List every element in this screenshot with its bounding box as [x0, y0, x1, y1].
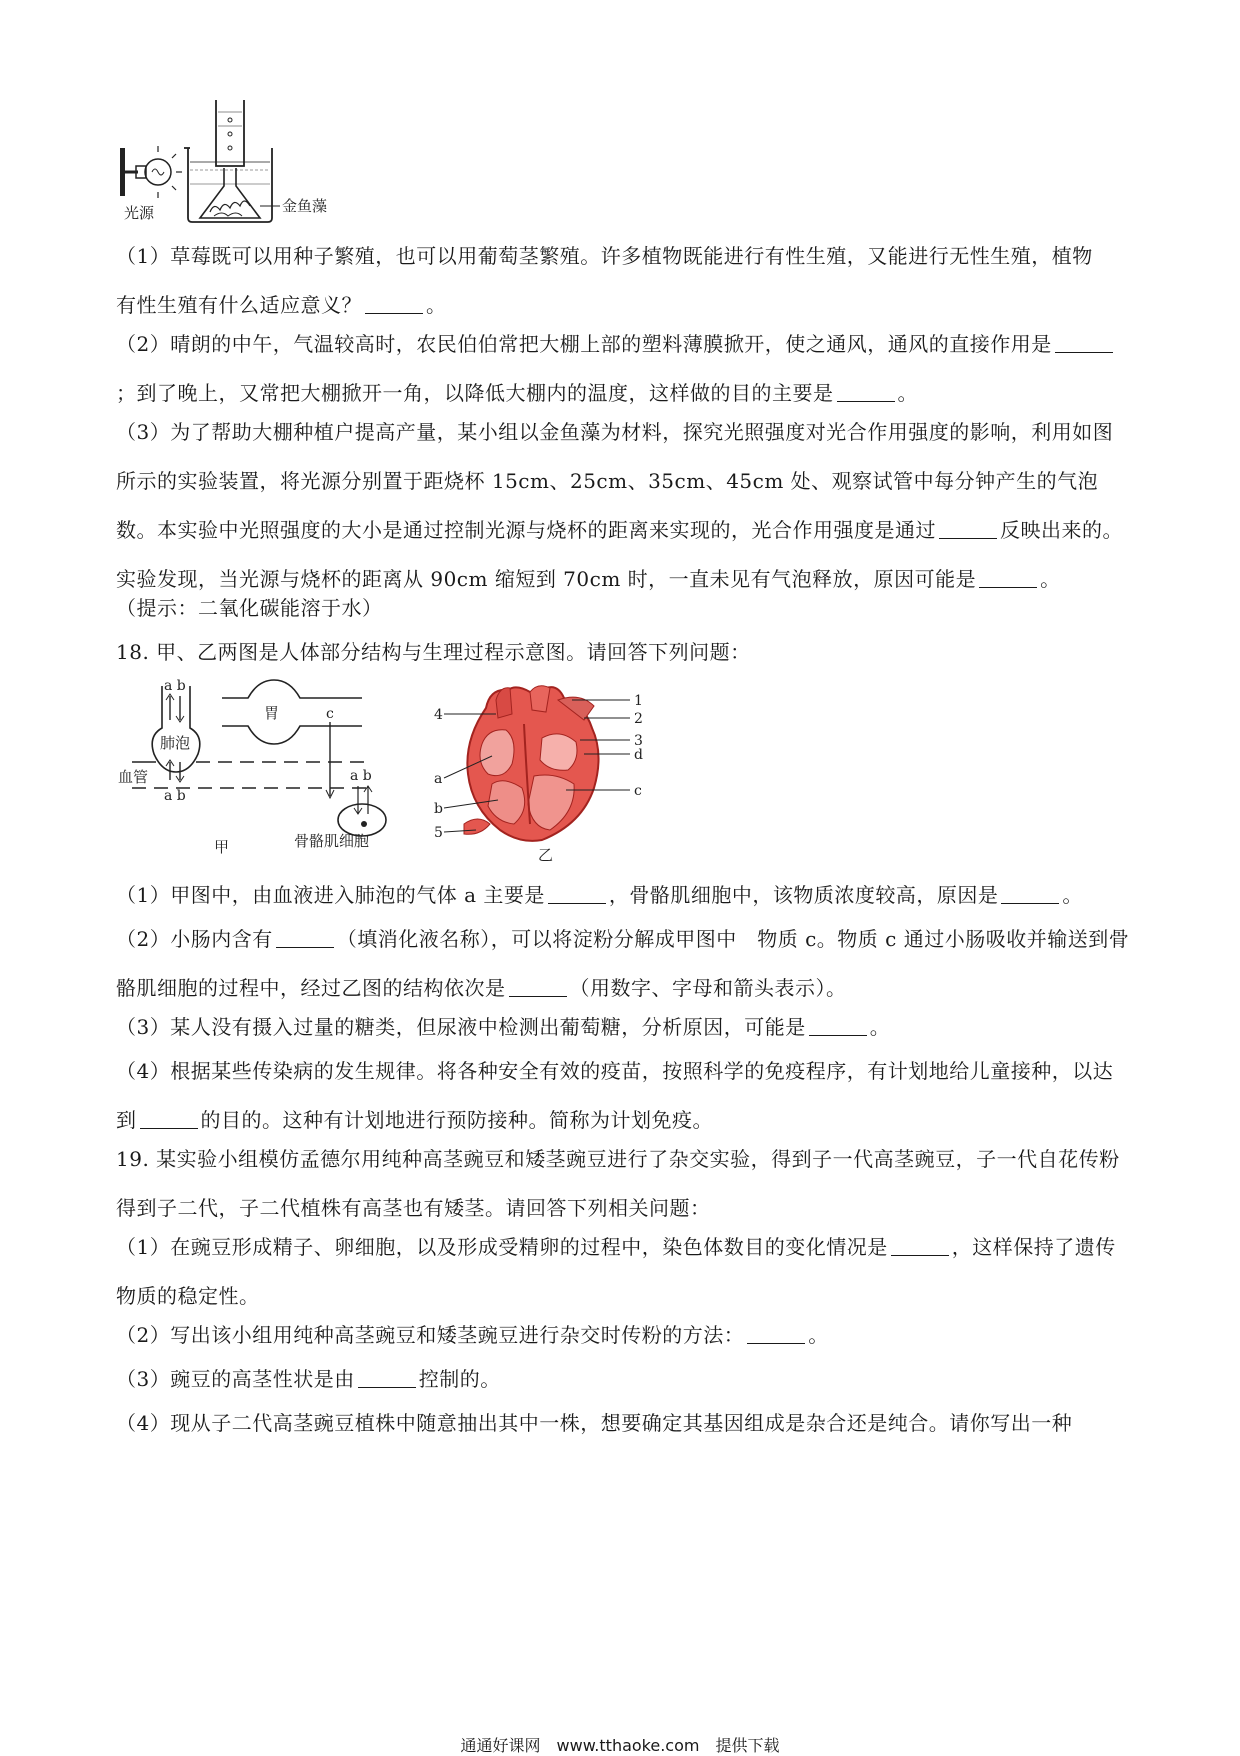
ab-cell-label: a b — [350, 768, 372, 784]
answer-blank[interactable] — [747, 1323, 805, 1344]
stomach-shape — [222, 680, 362, 698]
q18-title: 18. 甲、乙两图是人体部分结构与生理过程示意图。请回答下列问题： — [116, 640, 751, 664]
q18-part1-end: 。 — [1062, 883, 1083, 907]
c-label: c — [326, 706, 334, 722]
heart-label-a: a — [434, 771, 443, 787]
q18-part2-text-b: （填消化液名称），可以将淀粉分解成甲图中 物质 c。物质 c 通过小肠吸收并输送到骨骼肌细胞的过程中，经过乙图的结构依次是 — [116, 927, 1130, 1000]
vessel-label: 血管 — [118, 768, 149, 786]
answer-blank[interactable] — [358, 1367, 416, 1388]
figure-jia-caption: 甲 — [214, 838, 230, 856]
answer-blank[interactable] — [891, 1235, 949, 1256]
q18-part3-text: （3）某人没有摄入过量的糖类，但尿液中检测出葡萄糖，分析原因，可能是 — [116, 1015, 806, 1039]
q17-hint: （提示：二氧化碳能溶于水） — [116, 596, 383, 620]
q17-part1-end: 。 — [426, 293, 447, 317]
q18-part1 — [116, 871, 1132, 920]
ab-top-label: a b — [164, 678, 186, 694]
funnel-with-pondweed — [200, 168, 260, 218]
q18-part2-text-a: （2）小肠内含有 — [116, 927, 273, 951]
q19-part2-text: （2）写出该小组用纯种高茎豌豆和矮茎豌豆进行杂交时传粉的方法： — [116, 1323, 745, 1347]
alveolus-shape — [152, 686, 200, 772]
q17-part3-text-b: 反映出来的。实验发现，当光源与烧杯的距离从 90cm 缩短到 70cm 时，一直未见有气泡释放，原因可能是 — [116, 518, 1123, 591]
answer-blank[interactable] — [1001, 883, 1059, 904]
beaker — [184, 148, 272, 222]
answer-blank[interactable] — [509, 976, 567, 997]
q18-part4-text-a: （4）根据某些传染病的发生规律。将各种安全有效的疫苗，按照科学的免疫程序，有计划地给儿童接种，以达到 — [116, 1059, 1114, 1132]
q18-part4-text-b: 的目的。这种有计划地进行预防接种。简称为计划免疫。 — [200, 1108, 713, 1132]
heart-label-4: 4 — [434, 707, 443, 723]
q18-part2 — [116, 915, 1132, 1013]
q17-part2 — [116, 320, 1132, 418]
q19-title: 19. 某实验小组模仿孟德尔用纯种高茎豌豆和矮茎豌豆进行了杂交实验，得到子一代高茎豌豆，子一代自花传粉得到子二代，子二代植株有高茎也有矮茎。请回答下列相关问题： — [116, 1147, 1120, 1220]
q17-part1 — [116, 232, 1132, 330]
q17-part3-text-a: （3）为了帮助大棚种植户提高产量，某小组以金鱼藻为材料，探究光照强度对光合作用强度的影响，利用如图所示的实验装置，将光源分别置于距烧杯 15cm、25cm、35cm、45cm 处、观察试管中每分钟产生的气泡数。本实验中光照强度的大小是通过控制光源与烧杯的距离来实现的，光合作用强度是通过 — [116, 420, 1114, 542]
muscle-cell-label: 骨骼肌细胞 — [294, 832, 370, 850]
answer-blank[interactable] — [276, 927, 334, 948]
experiment-apparatus-figure — [118, 100, 388, 250]
figure-yi-caption: 乙 — [538, 846, 554, 864]
heart-illustration — [464, 686, 599, 841]
q19-part3-text-b: 控制的。 — [418, 1367, 501, 1391]
q17-part2-end: 。 — [897, 381, 918, 405]
q17-part3 — [116, 408, 1132, 604]
q18-part2-end: （用数字、字母和箭头表示）。 — [569, 976, 847, 1000]
light-bulb-icon — [136, 146, 182, 198]
ab-bottom-label: a b — [164, 788, 186, 804]
answer-blank[interactable] — [140, 1108, 198, 1129]
light-stand — [120, 148, 125, 196]
q19-part1-text-b: ，这样保持了遗传物质的稳定性。 — [116, 1235, 1116, 1308]
q18-part3-end: 。 — [869, 1015, 891, 1039]
answer-blank[interactable] — [1055, 332, 1113, 353]
answer-blank[interactable] — [548, 883, 606, 904]
q19-part3-text-a: （3）豌豆的高茎性状是由 — [116, 1367, 355, 1391]
q18-part3 — [116, 1003, 1132, 1052]
answer-blank[interactable] — [837, 381, 895, 402]
q18-part1-text-b: ，骨骼肌细胞中，该物质浓度较高，原因是 — [608, 883, 999, 907]
test-tube — [216, 100, 244, 166]
heart-label-b: b — [434, 801, 443, 817]
q17-part2-text-a: （2）晴朗的中午，气温较高时，农民伯伯常把大棚上部的塑料薄膜掀开，使之通风，通风的直接作用是 — [116, 332, 1052, 356]
heart-label-d: d — [634, 747, 643, 763]
light-source-label: 光源 — [124, 204, 155, 222]
q19-part1-text-a: （1）在豌豆形成精子、卵细胞，以及形成受精卵的过程中，染色体数目的变化情况是 — [116, 1235, 888, 1259]
stomach-label: 胃 — [264, 704, 280, 722]
answer-blank[interactable] — [939, 518, 997, 539]
alveolus-label: 肺泡 — [160, 734, 191, 752]
q19-part1 — [116, 1223, 1132, 1321]
page-footer: 通通好课网 www.tthaoke.com 提供下载 — [460, 1736, 780, 1755]
heart-label-c: c — [634, 783, 642, 799]
heart-label-5: 5 — [434, 825, 443, 841]
q17-part2-text-b: ；到了晚上，又常把大棚掀开一角，以降低大棚内的温度，这样做的目的主要是 — [116, 381, 834, 405]
heart-label-2: 2 — [634, 711, 643, 727]
pondweed-label: 金鱼藻 — [282, 197, 328, 215]
q17-part1-text: （1）草莓既可以用种子繁殖，也可以用葡萄茎繁殖。许多植物既能进行有性生殖，又能进行无性生殖，植物 有性生殖有什么适应意义？ — [116, 244, 1114, 317]
figure-yi-heart-diagram — [434, 684, 664, 864]
q19-part3 — [116, 1355, 1132, 1404]
answer-blank[interactable] — [365, 293, 423, 314]
answer-blank[interactable] — [809, 1015, 867, 1036]
heart-label-3: 3 — [634, 733, 643, 749]
q17-part3-end: 。 — [1040, 567, 1061, 591]
q18-part1-text-a: （1）甲图中，由血液进入肺泡的气体 a 主要是 — [116, 883, 545, 907]
q19-part4: （4）现从子二代高茎豌豆植株中随意抽出其中一株，想要确定其基因组成是杂合还是纯合。请你写出一种 — [116, 1411, 1073, 1435]
q19-part2 — [116, 1311, 1132, 1360]
q19-part2-end: 。 — [808, 1323, 829, 1347]
heart-label-1: 1 — [634, 693, 643, 709]
q18-part4 — [116, 1047, 1132, 1145]
